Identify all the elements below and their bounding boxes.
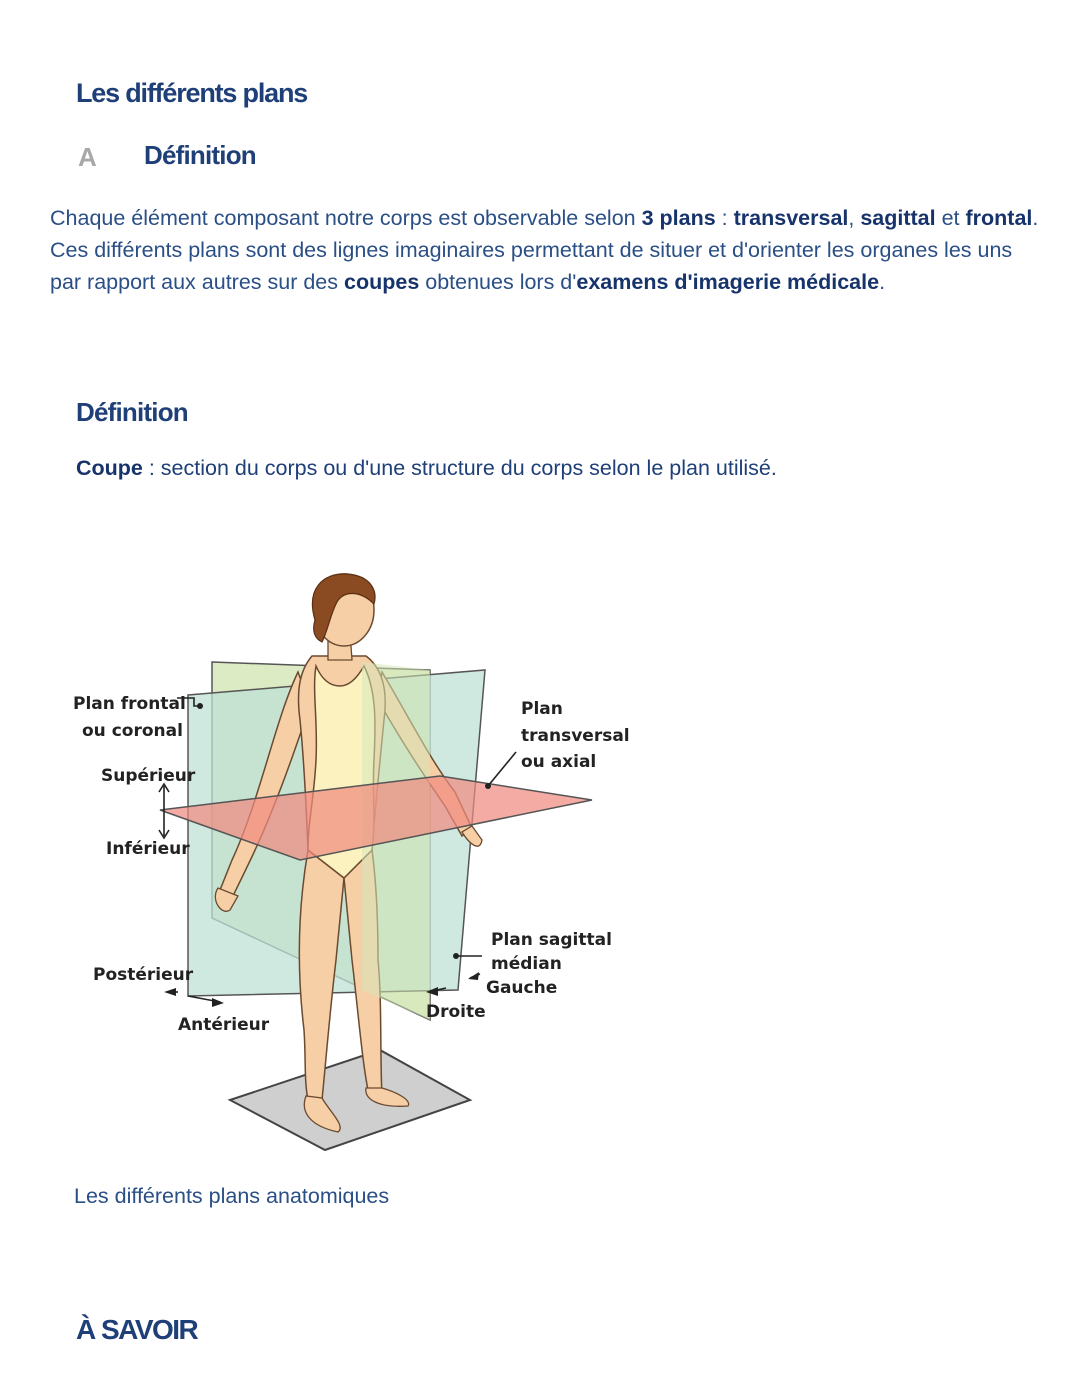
paragraph-text: et	[935, 206, 966, 230]
label-inferieur: Inférieur	[106, 839, 190, 859]
label-ou-axial: ou axial	[521, 752, 597, 772]
definition-body: : section du corps ou d'une structure du corps selon le plan utilisé.	[142, 456, 777, 480]
paragraph-bold-term: examens d'imagerie médicale	[576, 270, 880, 294]
label-posterieur: Postérieur	[93, 965, 194, 985]
label-gauche: Gauche	[486, 978, 558, 998]
a-savoir-heading: À SAVOIR	[76, 1314, 198, 1345]
paragraph-text: obtenues lors d'	[419, 270, 577, 294]
figure-caption: Les différents plans anatomiques	[74, 1184, 390, 1208]
section-title: Définition	[144, 140, 256, 170]
paragraph-text: ,	[848, 206, 861, 230]
definition-text	[76, 456, 777, 481]
definition-title: Définition	[76, 397, 188, 427]
paragraph-text: :	[715, 206, 734, 230]
definition-term: Coupe	[76, 456, 143, 480]
paragraph-text: . Ces différents plans sont des lignes imaginaires permettant de situer et d'orienter les organes les uns par rapport aux autres sur des	[50, 206, 1039, 294]
paragraph-bold-term: sagittal	[860, 206, 936, 230]
paragraph-bold-term: transversal	[733, 206, 849, 230]
intro-paragraph	[50, 202, 1040, 298]
label-transversal: transversal	[521, 726, 630, 746]
label-median: médian	[491, 954, 562, 974]
paragraph-bold-term: coupes	[344, 270, 420, 294]
label-plan-sagittal: Plan sagittal	[491, 930, 612, 950]
paragraph-text: Chaque élément composant notre corps est observable selon	[50, 206, 642, 230]
paragraph-bold-term: 3 plans	[641, 206, 716, 230]
label-plan-frontal: Plan frontal	[73, 694, 186, 714]
paragraph-bold-term: frontal	[965, 206, 1033, 230]
label-anterieur: Antérieur	[178, 1015, 270, 1035]
paragraph-text: .	[879, 270, 886, 294]
anatomical-planes-figure	[60, 560, 660, 1170]
label-ou-coronal: ou coronal	[82, 721, 183, 741]
label-droite: Droite	[426, 1002, 486, 1022]
section-letter: A	[78, 142, 97, 172]
page-title: Les différents plans	[76, 78, 308, 108]
label-plan: Plan	[521, 699, 563, 719]
label-superieur: Supérieur	[101, 766, 196, 786]
floor-plate	[230, 1050, 470, 1150]
